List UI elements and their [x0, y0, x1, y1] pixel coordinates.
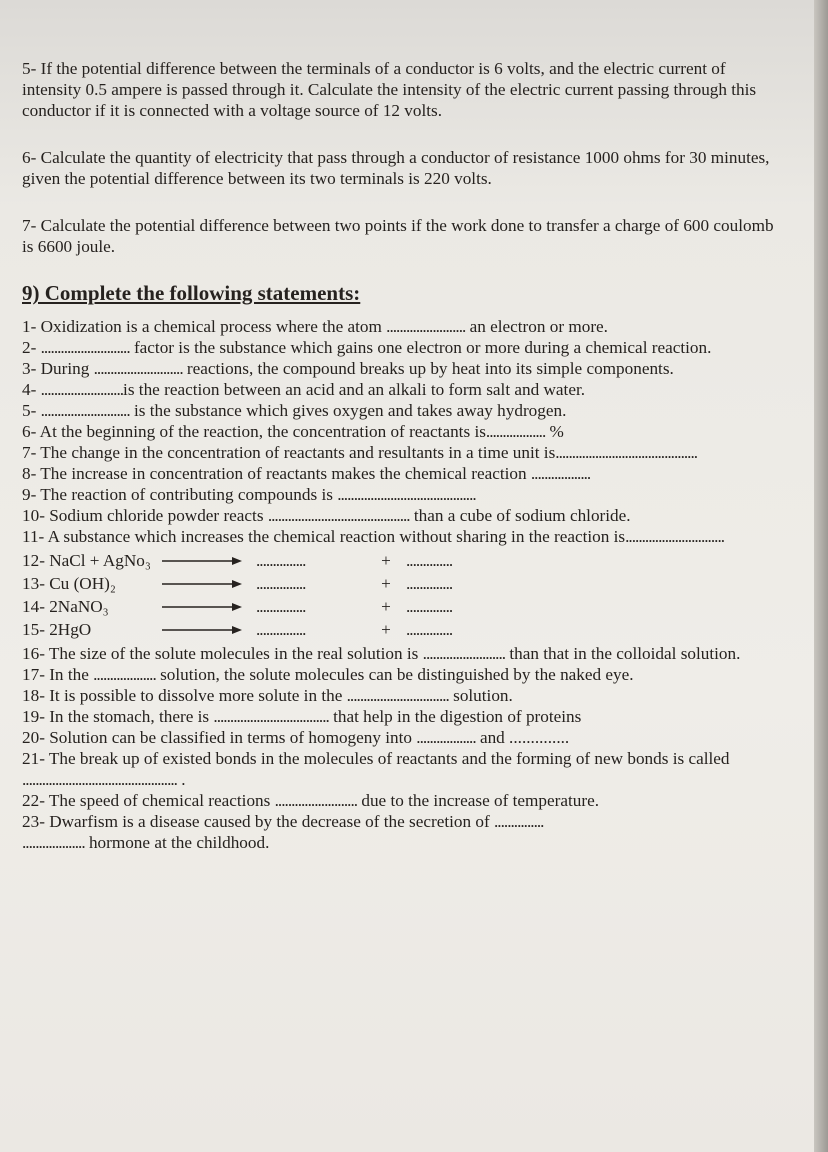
- blank: .........................: [422, 644, 506, 663]
- product-blank: ..............: [406, 597, 453, 616]
- statement-text: due to the increase of temperature.: [357, 791, 599, 810]
- statement-5: [22, 400, 782, 421]
- statement-17: [22, 664, 782, 685]
- statement-20: [22, 727, 782, 748]
- blank: ........................: [386, 317, 466, 336]
- blank: ...............: [494, 812, 544, 831]
- statement-text: is the substance which gives oxygen and takes away hydrogen.: [129, 401, 567, 420]
- statement-text: factor is the substance which gains one electron or more during a chemical reaction.: [129, 338, 712, 357]
- statement-text: 22- The speed of chemical reactions: [22, 791, 275, 810]
- blank: ...................: [22, 833, 85, 852]
- statement-text: 2-: [22, 338, 41, 357]
- statement-text: hormone at the childhood.: [84, 833, 270, 852]
- blank: ...............................: [346, 686, 449, 705]
- statement-text: .: [176, 770, 186, 789]
- problem-5: [22, 58, 782, 121]
- equation-13: [22, 572, 782, 595]
- equation-reactants: 13- Cu (OH)₂: [22, 574, 116, 593]
- problem-text: 6- Calculate the quantity of electricity that pass through a conductor of resistance 1000 ohms for 30 minutes, given the potential difference between its two terminals is 220 volts.: [22, 148, 770, 188]
- statements-list-2: [22, 643, 782, 853]
- statement-text: is the reaction between an acid and an alkali to form salt and water.: [123, 380, 586, 399]
- plus-sign: +: [381, 574, 391, 593]
- statement-text: 16- The size of the solute molecules in the real solution is: [22, 644, 423, 663]
- problem-6: [22, 147, 782, 189]
- statement-19: [22, 706, 782, 727]
- statement-text: 11- A substance which increases the chemical reaction without sharing in the reaction is: [22, 527, 626, 546]
- statement-text: 20- Solution can be classified in terms of homogeny into: [22, 728, 417, 747]
- product-blank: ..............: [406, 574, 453, 593]
- statement-4: [22, 379, 782, 400]
- blank: ...............................................: [22, 770, 177, 789]
- statement-text: 3- During: [22, 359, 94, 378]
- statement-10: [22, 505, 782, 526]
- statement-text: 4-: [22, 380, 41, 399]
- equation-14: [22, 595, 782, 618]
- blank: ...........................................: [267, 506, 410, 525]
- statement-text: solution, the solute molecules can be distinguished by the naked eye.: [155, 665, 634, 684]
- statement-18: [22, 685, 782, 706]
- section-heading: 9) Complete the following statements:: [22, 281, 361, 305]
- blank: .........................: [40, 380, 124, 399]
- equation-15: [22, 618, 782, 641]
- product-blank: ...............: [256, 574, 306, 593]
- statement-text: and ..............: [475, 728, 570, 747]
- statement-text: 19- In the stomach, there is: [22, 707, 214, 726]
- statement-text: than that in the colloidal solution.: [505, 644, 741, 663]
- statement-text: 9- The reaction of contributing compounds is: [22, 485, 338, 504]
- arrow-right-icon: [162, 555, 242, 567]
- problem-text: 5- If the potential difference between the terminals of a conductor is 6 volts, and the electric current of intensity 0.5 ampere is passed through it. Calculate the intensity of the electric current passing through this conductor if it is connected with a voltage source of 12 volts.: [22, 59, 757, 120]
- blank: ...........................: [40, 338, 130, 357]
- statement-1: [22, 316, 782, 337]
- statement-text: 1- Oxidization is a chemical process where the atom: [22, 317, 387, 336]
- product-blank: ...............: [256, 597, 306, 616]
- statement-text: that help in the digestion of proteins: [328, 707, 582, 726]
- statement-8: [22, 463, 782, 484]
- statement-text: than a cube of sodium chloride.: [409, 506, 631, 525]
- statement-text: 7- The change in the concentration of reactants and resultants in a time unit is: [22, 443, 556, 462]
- blank: ...........................................: [555, 443, 698, 462]
- statement-text: 21- The break up of existed bonds in the molecules of reactants and the forming of new bonds is called: [22, 749, 730, 768]
- statement-23-continued: [22, 832, 782, 853]
- statement-16: [22, 643, 782, 664]
- statement-6: [22, 421, 782, 442]
- equation-reactants: 14- 2NaNO₃: [22, 597, 109, 616]
- blank: ...........................: [93, 359, 183, 378]
- statement-text: 17- In the: [22, 665, 94, 684]
- equations-list: [22, 549, 782, 641]
- statement-text: reactions, the compound breaks up by heat into its simple components.: [182, 359, 674, 378]
- worksheet-content: [22, 58, 782, 853]
- statement-text: 8- The increase in concentration of reactants makes the chemical reaction: [22, 464, 531, 483]
- statement-2: [22, 337, 782, 358]
- blank: ..................: [530, 464, 591, 483]
- arrow-right-icon: [162, 578, 242, 590]
- statement-text: 10- Sodium chloride powder reacts: [22, 506, 268, 525]
- statement-23: [22, 811, 782, 832]
- blank: .........................: [274, 791, 358, 810]
- equation-12: [22, 549, 782, 572]
- statements-list: [22, 316, 782, 547]
- arrow-right-icon: [162, 601, 242, 613]
- equation-reactants: 15- 2HgO: [22, 620, 92, 639]
- product-blank: ...............: [256, 551, 306, 570]
- blank: ..............................: [625, 527, 725, 546]
- problem-text: 7- Calculate the potential difference between two points if the work done to transfer a charge of 600 coulomb is 6600 joule.: [22, 216, 774, 256]
- plus-sign: +: [381, 597, 391, 616]
- blank: ...................: [93, 665, 156, 684]
- product-blank: ..............: [406, 620, 453, 639]
- statement-text: 23- Dwarfism is a disease caused by the decrease of the secretion of: [22, 812, 494, 831]
- page-edge-shadow: [814, 0, 828, 1152]
- statement-text: solution.: [448, 686, 513, 705]
- plus-sign: +: [381, 551, 391, 570]
- statement-22: [22, 790, 782, 811]
- blank: ...................................: [213, 707, 329, 726]
- blank: ..........................................: [337, 485, 476, 504]
- blank: ...........................: [40, 401, 130, 420]
- statement-9: [22, 484, 782, 505]
- statement-text: 18- It is possible to dissolve more solute in the: [22, 686, 347, 705]
- statement-11: [22, 526, 782, 547]
- statement-text: 6- At the beginning of the reaction, the concentration of reactants is: [22, 422, 486, 441]
- statement-3: [22, 358, 782, 379]
- equation-reactants: 12- NaCl + AgNo₃: [22, 551, 151, 570]
- blank: ..................: [485, 422, 546, 441]
- plus-sign: +: [381, 620, 391, 639]
- product-blank: ..............: [406, 551, 453, 570]
- statement-text: %: [545, 422, 564, 441]
- statement-21: [22, 748, 782, 790]
- problem-7: [22, 215, 782, 257]
- statement-text: an electron or more.: [465, 317, 608, 336]
- arrow-right-icon: [162, 624, 242, 636]
- product-blank: ...............: [256, 620, 306, 639]
- blank: ..................: [416, 728, 476, 747]
- statement-7: [22, 442, 782, 463]
- statement-text: 5-: [22, 401, 41, 420]
